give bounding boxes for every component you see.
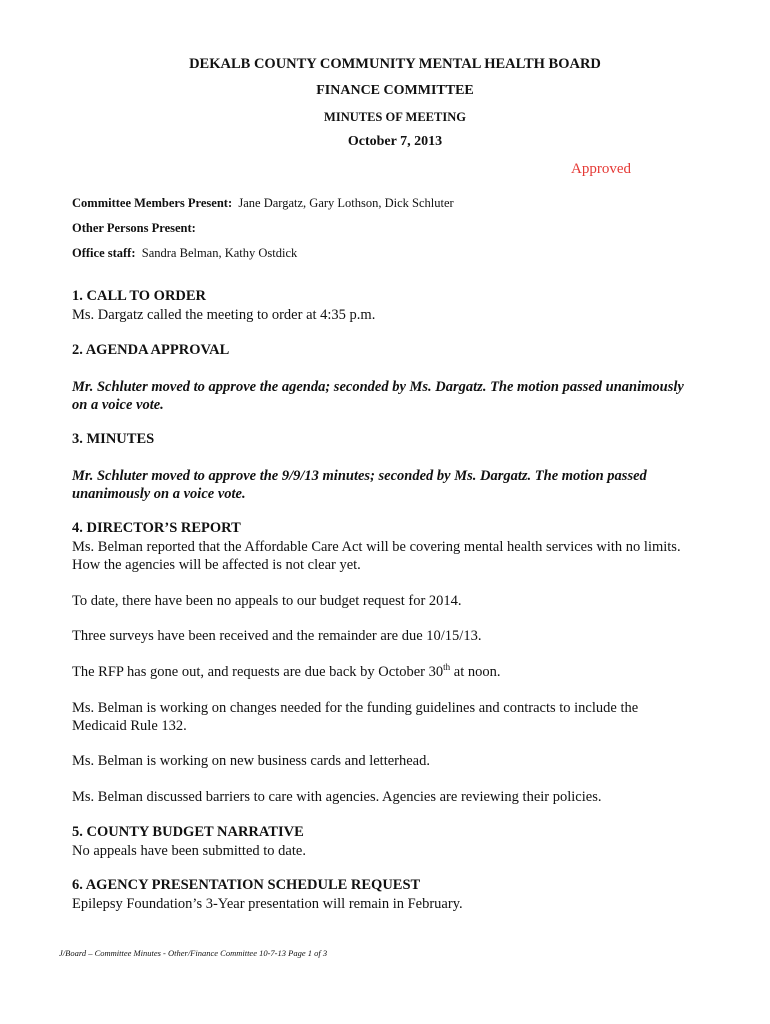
section-director-heading: 4. DIRECTOR’S REPORT bbox=[72, 520, 241, 536]
director-p3: Three surveys have been received and the remainder are due 10/15/13. bbox=[72, 628, 482, 644]
section-minutes-heading: 3. MINUTES bbox=[72, 431, 155, 447]
section-budget-heading: 5. COUNTY BUDGET NARRATIVE bbox=[72, 824, 304, 840]
agenda-motion-line1: Mr. Schluter moved to approve the agenda; seconded by Ms. Dargatz. The motion passed unanimously bbox=[72, 379, 684, 395]
page-footer: J/Board – Committee Minutes - Other/Finance Committee 10-7-13 Page 1 of 3 bbox=[59, 948, 328, 958]
staff-value: Sandra Belman, Kathy Ostdick bbox=[141, 246, 298, 260]
document-type: MINUTES OF MEETING bbox=[324, 110, 466, 124]
director-p6: Ms. Belman is working on new business cards and letterhead. bbox=[72, 753, 430, 769]
members-label: Committee Members Present: bbox=[72, 196, 233, 210]
director-p5-line2: Medicaid Rule 132. bbox=[72, 718, 187, 734]
director-p4-sup: th bbox=[443, 662, 451, 673]
members-value: Jane Dargatz, Gary Lothson, Dick Schluter bbox=[238, 196, 454, 210]
others-present bbox=[72, 221, 196, 236]
meeting-date: October 7, 2013 bbox=[347, 134, 443, 149]
office-staff bbox=[72, 246, 297, 261]
approved-status: Approved bbox=[571, 161, 631, 177]
director-p4-pre: The RFP has gone out, and requests are due back by October 30 bbox=[72, 664, 444, 680]
minutes-motion-line2: unanimously on a voice vote. bbox=[72, 486, 246, 502]
director-p5-line1: Ms. Belman is working on changes needed for the funding guidelines and contracts to include the bbox=[72, 700, 639, 716]
director-p1-line1: Ms. Belman reported that the Affordable Care Act will be covering mental health services with no limits. bbox=[72, 539, 681, 555]
minutes-motion-line1: Mr. Schluter moved to approve the 9/9/13 minutes; seconded by Ms. Dargatz. The motion passed bbox=[72, 468, 647, 484]
director-p7: Ms. Belman discussed barriers to care with agencies. Agencies are reviewing their policies. bbox=[72, 789, 602, 805]
budget-text: No appeals have been submitted to date. bbox=[72, 843, 306, 859]
agency-text: Epilepsy Foundation’s 3-Year presentation will remain in February. bbox=[72, 896, 463, 912]
section-agenda-heading: 2. AGENDA APPROVAL bbox=[72, 342, 230, 358]
members-present bbox=[72, 196, 454, 211]
section-agency-heading: 6. AGENCY PRESENTATION SCHEDULE REQUEST bbox=[72, 877, 421, 893]
director-p2: To date, there have been no appeals to our budget request for 2014. bbox=[72, 593, 462, 609]
director-p4 bbox=[72, 663, 732, 681]
others-label: Other Persons Present: bbox=[72, 221, 196, 235]
staff-label: Office staff: bbox=[72, 246, 136, 260]
section-call-to-order-heading: 1. CALL TO ORDER bbox=[72, 288, 207, 304]
call-to-order-text: Ms. Dargatz called the meeting to order at 4:35 p.m. bbox=[72, 307, 376, 323]
agenda-motion-line2: on a voice vote. bbox=[72, 397, 164, 413]
director-p1-line2: How the agencies will be affected is not clear yet. bbox=[72, 557, 361, 573]
org-title: DEKALB COUNTY COMMUNITY MENTAL HEALTH BOARD bbox=[189, 56, 601, 72]
committee-title: FINANCE COMMITTEE bbox=[316, 83, 474, 98]
director-p4-post: at noon. bbox=[450, 664, 501, 680]
